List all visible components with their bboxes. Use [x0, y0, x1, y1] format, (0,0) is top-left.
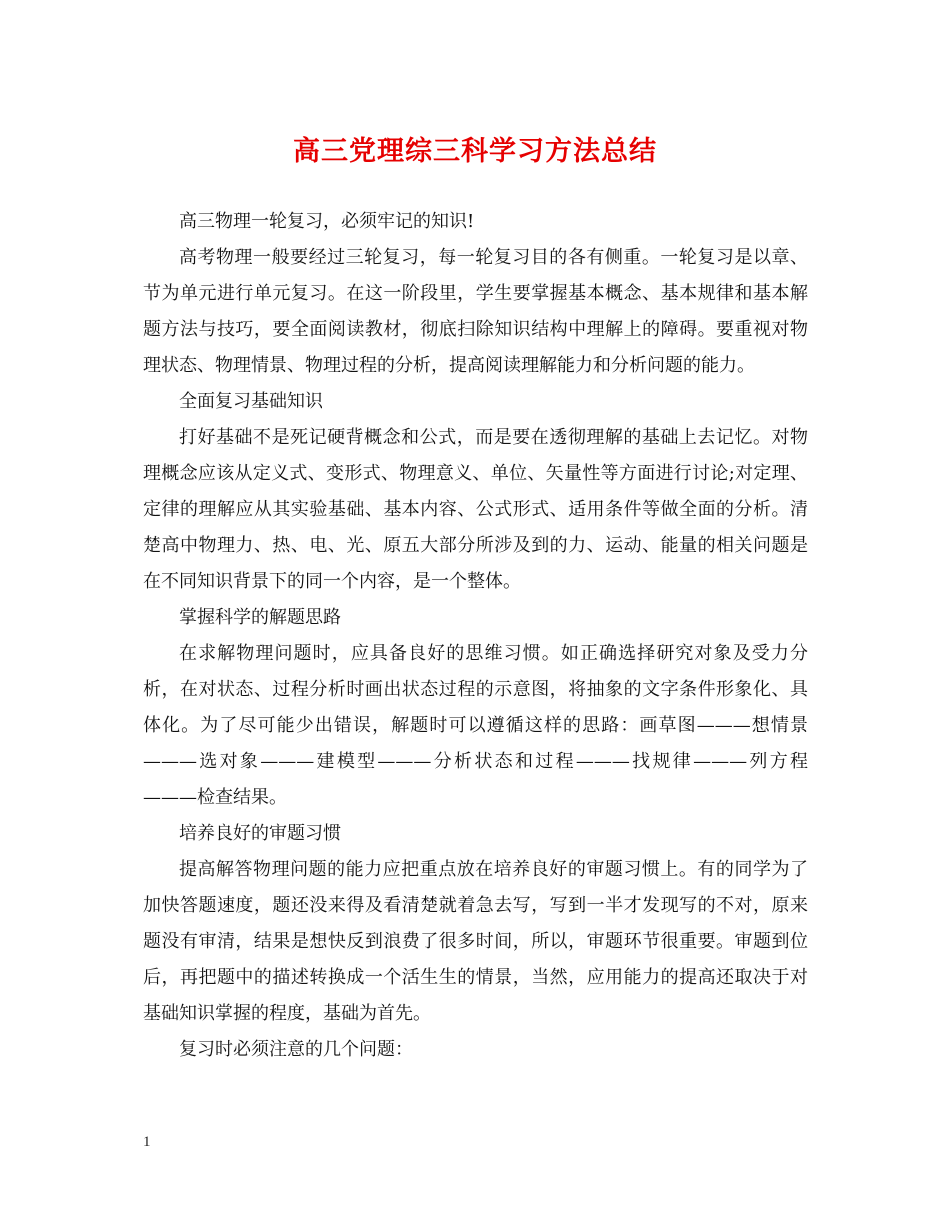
document-body [143, 204, 808, 1068]
document-title: 高三党理综三科学习方法总结 [293, 136, 657, 167]
body-paragraph: 高考物理一般要经过三轮复习，每一轮复习目的各有侧重。一轮复习是以章、节为单元进行单元复习。在这一阶段里，学生要掌握基本概念、基本规律和基本解题方法与技巧，要全面阅读教材，彻底扫除知识结构中理解上的障碍。要重视对物理状态、物理情景、物理过程的分析，提高阅读理解能力和分析问题的能力。 [143, 247, 808, 376]
body-paragraph: 提高解答物理问题的能力应把重点放在培养良好的审题习惯上。有的同学为了加快答题速度，题还没来得及看清楚就着急去写，写到一半才发现写的不对，原来题没有审清，结果是想快反到浪费了很多时间，所以，审题环节很重要。审题到位后，再把题中的描述转换成一个活生生的情景，当然，应用能力的提高还取决于对基础知识掌握的程度，基础为首先。 [143, 859, 808, 1024]
page-number: 1 [143, 1134, 151, 1150]
section-heading: 掌握科学的解题思路 [179, 607, 341, 628]
section-heading: 全面复习基础知识 [179, 391, 323, 412]
section-heading: 高三物理一轮复习，必须牢记的知识! [179, 211, 475, 232]
section-heading: 复习时必须注意的几个问题： [179, 1039, 413, 1060]
body-paragraph: 在求解物理问题时，应具备良好的思维习惯。如正确选择研究对象及受力分析，在对状态、过程分析时画出状态过程的示意图，将抽象的文字条件形象化、具体化。为了尽可能少出错误，解题时可以遵循这样的思路：画草图———想情景———选对象———建模型———分析状态和过程———找规律———列方程———检查结果。 [143, 643, 808, 808]
section-heading: 培养良好的审题习惯 [179, 823, 341, 844]
body-paragraph: 打好基础不是死记硬背概念和公式，而是要在透彻理解的基础上去记忆。对物理概念应该从定义式、变形式、物理意义、单位、矢量性等方面进行讨论;对定理、定律的理解应从其实验基础、基本内容、公式形式、适用条件等做全面的分析。清楚高中物理力、热、电、光、原五大部分所涉及到的力、运动、能量的相关问题是在不同知识背景下的同一个内容，是一个整体。 [143, 427, 808, 592]
